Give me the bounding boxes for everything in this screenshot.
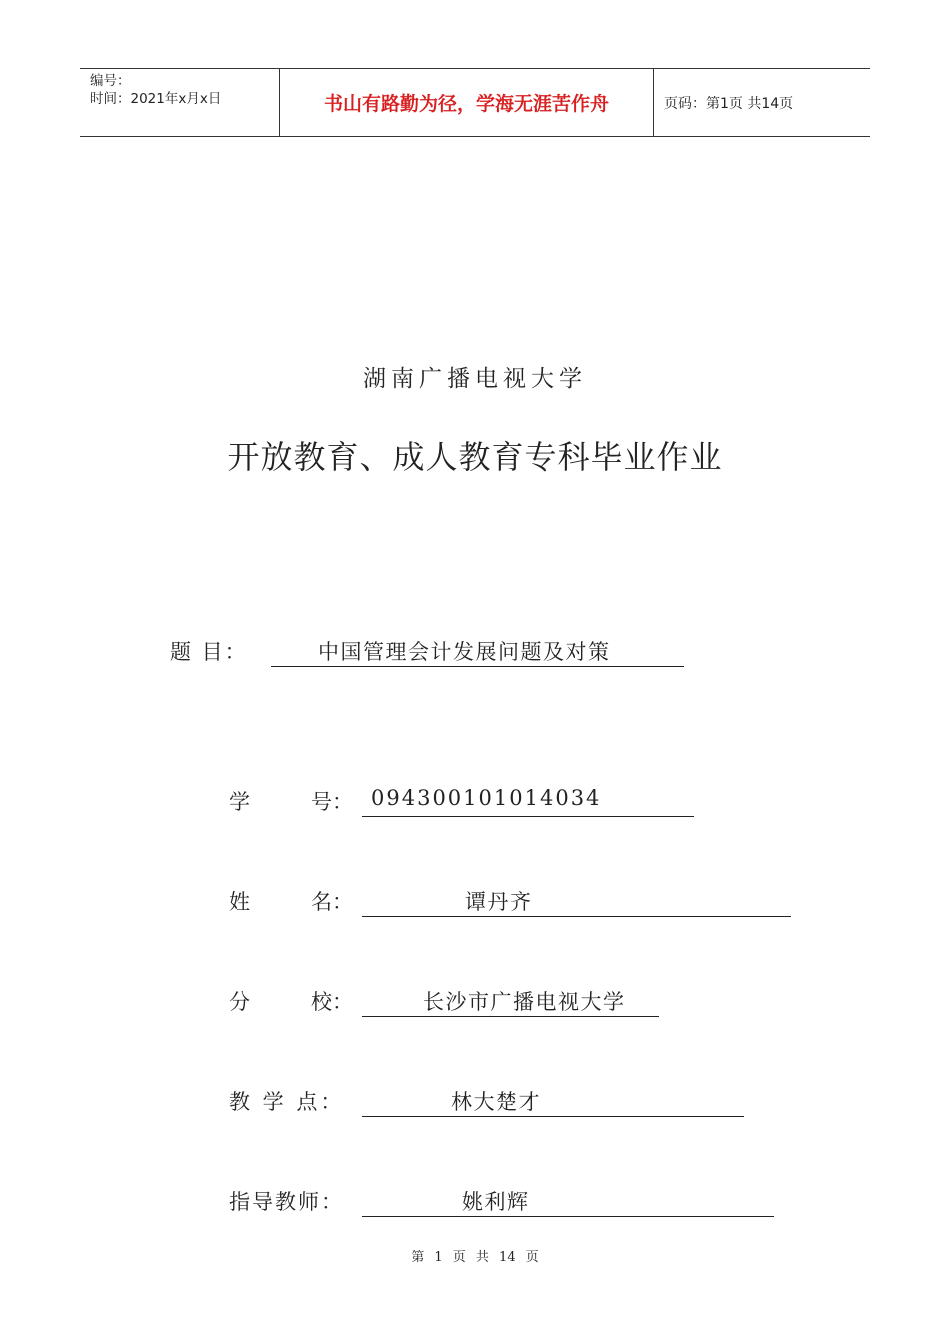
topic-row	[170, 636, 730, 670]
branch-label-2: 校：	[311, 990, 353, 1014]
page-footer: 第 1 页 共 14 页	[411, 1250, 539, 1265]
page-header	[80, 68, 870, 137]
student-id-label-2: 号：	[311, 790, 353, 814]
advisor-underline	[362, 1186, 774, 1217]
branch-row	[229, 986, 699, 1020]
header-motto: 书山有路勤为径，学海无涯苦作舟	[280, 69, 654, 136]
student-id-value: 094300101014034	[371, 786, 602, 810]
teaching-point-label: 教 学 点：	[229, 1090, 345, 1114]
name-underline	[362, 886, 791, 917]
advisor-label: 指导教师：	[229, 1190, 344, 1214]
name-value: 谭丹齐	[465, 890, 533, 914]
topic-label: 题 目：	[170, 640, 248, 664]
main-title: 开放教育、成人教育专科毕业作业	[227, 438, 723, 476]
name-label-2: 名：	[311, 890, 353, 914]
header-meta	[80, 69, 280, 136]
time-label: 时间：2021年x月x日	[90, 91, 222, 107]
number-label: 编号：	[90, 73, 131, 89]
name-row	[229, 886, 799, 920]
student-id-row	[229, 786, 699, 820]
teaching-point-row	[229, 1086, 759, 1120]
name-label-1: 姓	[229, 890, 250, 914]
student-id-label-1: 学	[229, 790, 250, 814]
branch-value: 长沙市广播电视大学	[423, 990, 626, 1014]
advisor-row	[229, 1186, 789, 1220]
branch-label-1: 分	[229, 990, 250, 1014]
advisor-value: 姚利辉	[462, 1190, 530, 1214]
header-page-info: 页码：第1页 共14页	[664, 95, 794, 112]
teaching-point-underline	[362, 1086, 744, 1117]
teaching-point-value: 林大楚才	[451, 1090, 541, 1114]
topic-value: 中国管理会计发展问题及对策	[318, 640, 611, 664]
university-name: 湖南广播电视大学	[363, 366, 587, 392]
